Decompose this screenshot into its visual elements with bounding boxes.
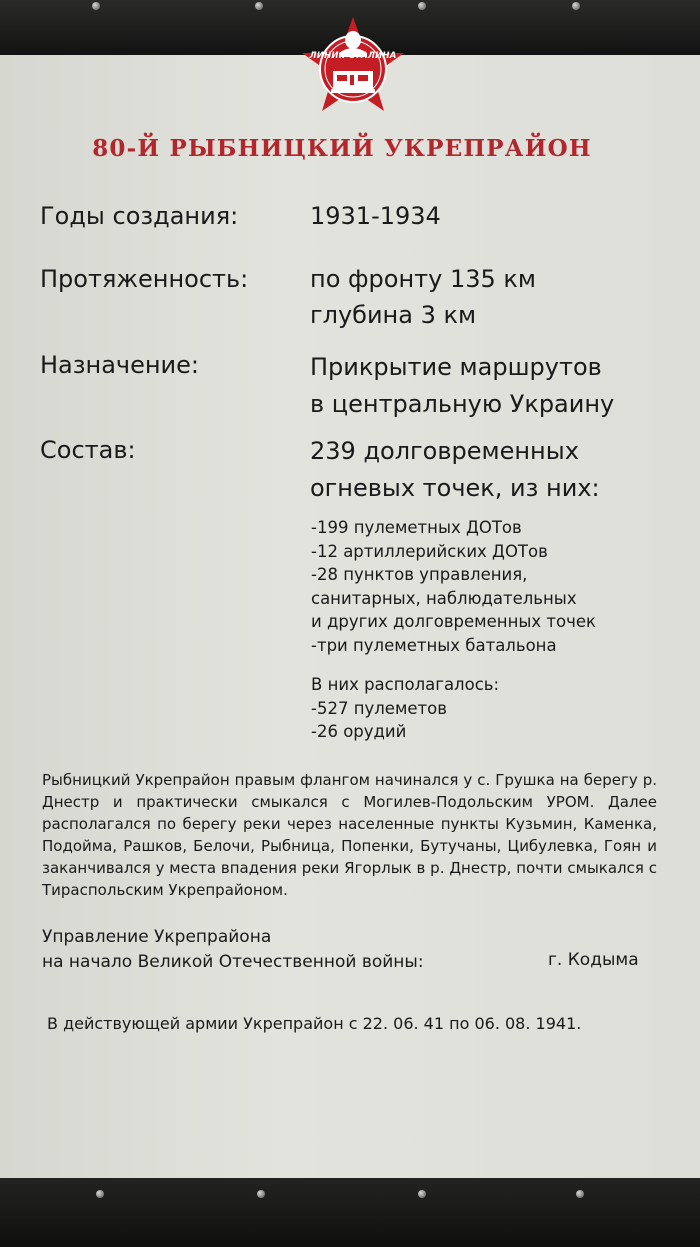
frame-bolt [576, 1190, 584, 1198]
list-item: -28 пунктов управления, [311, 565, 528, 584]
list-item: -26 орудий [311, 722, 407, 741]
years-label: Годы создания: [40, 202, 239, 230]
armament-heading: В них располагалось: [311, 675, 500, 694]
frame-bolt [418, 2, 426, 10]
red-star-icon [298, 15, 408, 125]
logo-text: ЛИНИЯ СТАЛИНА [309, 51, 397, 61]
composition-list [311, 516, 596, 657]
list-item: -12 артиллерийских ДОТов [311, 541, 548, 561]
years-value: 1931-1934 [310, 202, 441, 230]
management-line-2: на начало Великой Отечественной войны: [42, 952, 424, 972]
frame-bolt [257, 1190, 265, 1198]
bottom-frame [0, 1178, 700, 1247]
list-item: -199 пулеметных ДОТов [311, 518, 522, 537]
frame-bolt [418, 1190, 426, 1198]
list-item: -три пулеметных батальона [311, 635, 557, 655]
frame-bolt [572, 2, 580, 10]
frame-bolt [92, 2, 100, 10]
sign-title: 80-Й РЫБНИЦКИЙ УКРЕПРАЙОН [92, 135, 592, 162]
frame-bolt [255, 2, 263, 10]
description-paragraph: Рыбницкий Укрепрайон правым флангом начинался у с. Грушка на берегу р. Днестр и практически смыкался с Могилев-Подольским УРОМ. Далее располагался по берегу реки через населенные пункты Кузьмин, Каменка, Подойма, Рашков, Белочи, Рыбница, Попенки, Бутучаны, Цибулевка, Гоян и заканчивался у места впадения реки Ягорлык в р. Днестр, почти смыкался с Тираспольским Укрепрайоном. [42, 771, 657, 899]
composition-label: Состав: [40, 436, 136, 464]
purpose-label: Назначение: [40, 351, 199, 379]
list-item: и других долговременных точек [311, 612, 596, 631]
purpose-line-1: Прикрытие маршрутов [310, 353, 602, 381]
management-block [42, 925, 424, 975]
length-depth-value: глубина 3 км [310, 301, 477, 329]
management-city: г. Кодыма [548, 950, 639, 970]
purpose-line-2: в центральную Украину [310, 390, 615, 418]
service-period: В действующей армии Укрепрайон с 22. 06. 41 по 06. 08. 1941. [47, 1014, 582, 1033]
list-item: санитарных, наблюдательных [311, 588, 577, 608]
composition-line-2: огневых точек, из них: [310, 474, 600, 502]
armament-list [311, 673, 499, 744]
list-item: -527 пулеметов [311, 698, 447, 718]
information-sign [0, 51, 700, 1179]
management-line-1: Управление Укрепрайона [42, 927, 272, 947]
length-front-value: по фронту 135 км [310, 265, 536, 293]
frame-bolt [96, 1190, 104, 1198]
length-label: Протяженность: [40, 265, 249, 293]
composition-line-1: 239 долговременных [310, 437, 579, 465]
stalin-line-logo [298, 15, 408, 125]
